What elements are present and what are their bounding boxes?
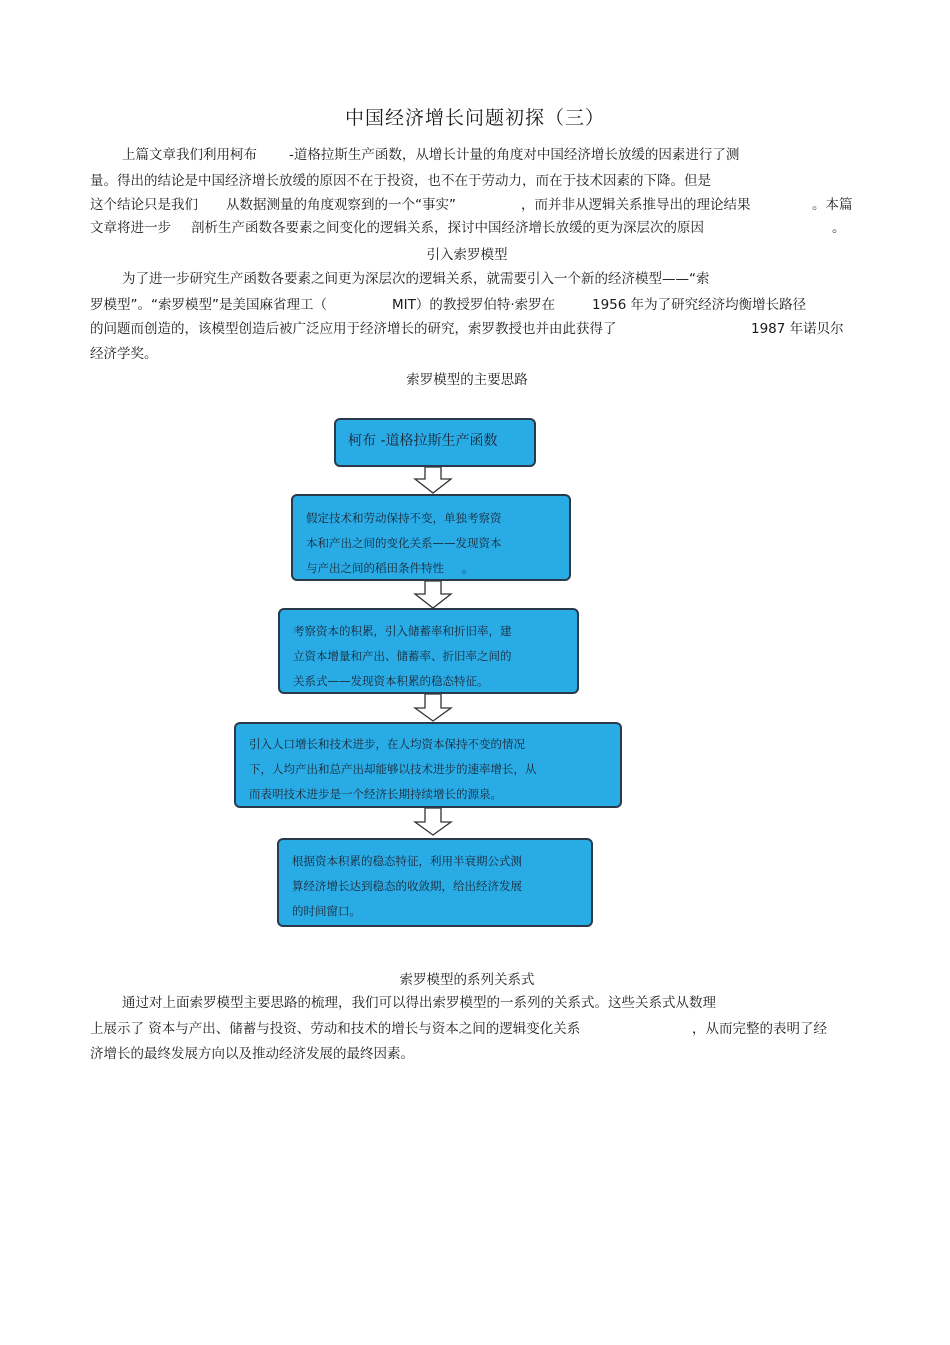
intro-line-4a: 文章将进一步 [90, 220, 171, 236]
intro-line-2: 量。得出的结论是中国经济增长放缓的原因不在于投资，也不在于劳动力，而在于技术因素的下降。但是 [90, 173, 711, 189]
flowchart-caption: 索罗模型的主要思路 [406, 372, 528, 388]
flow-box-1-text: 柯布 -道格拉斯生产函数 [348, 433, 498, 449]
intro-line-4b: 剖析生产函数各要素之间变化的逻辑关系，探讨中国经济增长放缓的更为深层次的原因 [191, 220, 704, 236]
flow-box-2-line-3: 与产出之间的稻田条件特性 。 [306, 561, 474, 575]
flow-box-4-line-2: 下，人均产出和总产出却能够以技术进步的速率增长，从 [249, 762, 537, 776]
flow-box-capital-accumulation [278, 608, 579, 694]
intro-line-3d: 。本篇 [812, 197, 853, 213]
intro-line-3c: ，而并非从逻辑关系推导出的理论结果 [521, 197, 751, 213]
flow-box-3-line-2: 立资本增量和产出、储蓄率、折旧率之间的 [293, 649, 512, 663]
solow-line-2c: 1956 年为了研究经济均衡增长路径 [592, 297, 807, 313]
relations-line-3: 济增长的最终发展方向以及推动经济发展的最终因素。 [90, 1046, 414, 1062]
solow-line-2a: 罗模型”。“索罗模型”是美国麻省理工（ [90, 297, 327, 313]
flow-arrow-4 [415, 808, 451, 835]
intro-line-1b: -道格拉斯生产函数，从增长计量的角度对中国经济增长放缓的因素进行了测 [289, 147, 740, 163]
solow-line-3a: 的问题而创造的，该模型创造后被广泛应用于经济增长的研究，索罗教授也并由此获得了 [90, 321, 617, 337]
flow-arrow-3 [415, 694, 451, 721]
relations-line-2a: 上展示了 资本与产出、储蓄与投资、劳动和技术的增长与资本之间的逻辑变化关系 [90, 1021, 581, 1037]
solow-line-2b: MIT）的教授罗伯特·索罗在 [392, 297, 556, 313]
flow-box-2-line-1: 假定技术和劳动保持不变，单独考察资 [306, 511, 502, 525]
intro-line-4c: 。 [832, 220, 846, 236]
solow-line-3b: 1987 年诺贝尔 [751, 321, 844, 337]
flow-box-4-line-1: 引入人口增长和技术进步，在人均资本保持不变的情况 [249, 737, 525, 751]
flow-box-5-line-1: 根据资本积累的稳态特征，利用半衰期公式测 [292, 854, 522, 868]
intro-line-1a: 上篇文章我们利用柯布 [122, 147, 257, 163]
flow-box-4-line-3: 而表明技术进步是一个经济长期持续增长的源泉。 [249, 787, 502, 801]
flow-box-cobb-douglas [334, 418, 536, 467]
solow-line-4: 经济学奖。 [90, 346, 158, 362]
flow-box-convergence [277, 838, 593, 927]
flow-box-3-line-1: 考察资本的积累，引入储蓄率和折旧率，建 [293, 624, 512, 638]
flow-box-5-line-3: 的时间窗口。 [292, 904, 361, 918]
page-title: 中国经济增长问题初探（三） [344, 107, 605, 129]
flow-box-technology-growth [234, 722, 622, 808]
flow-box-capital-output [291, 494, 571, 581]
flow-arrow-1 [415, 467, 451, 493]
section-heading-solow: 引入索罗模型 [426, 247, 508, 263]
solow-line-1: 为了进一步研究生产函数各要素之间更为深层次的逻辑关系，就需要引入一个新的经济模型——“索 [122, 271, 710, 287]
intro-line-3a: 这个结论只是我们 [90, 197, 198, 213]
flow-box-5-line-2: 算经济增长达到稳态的收敛期，给出经济发展 [292, 879, 522, 893]
intro-line-3b: 从数据测量的角度观察到的一个“事实” [226, 197, 456, 213]
section-heading-relations: 索罗模型的系列关系式 [399, 972, 535, 988]
relations-line-2b: ，从而完整的表明了经 [692, 1021, 827, 1037]
flow-arrow-2 [415, 581, 451, 608]
relations-line-1: 通过对上面索罗模型主要思路的梳理，我们可以得出索罗模型的一系列的关系式。这些关系式从数理 [122, 995, 716, 1011]
flow-box-2-line-2: 本和产出之间的变化关系——发现资本 [306, 536, 502, 550]
flow-box-3-line-3: 关系式——发现资本积累的稳态特征。 [293, 674, 489, 688]
